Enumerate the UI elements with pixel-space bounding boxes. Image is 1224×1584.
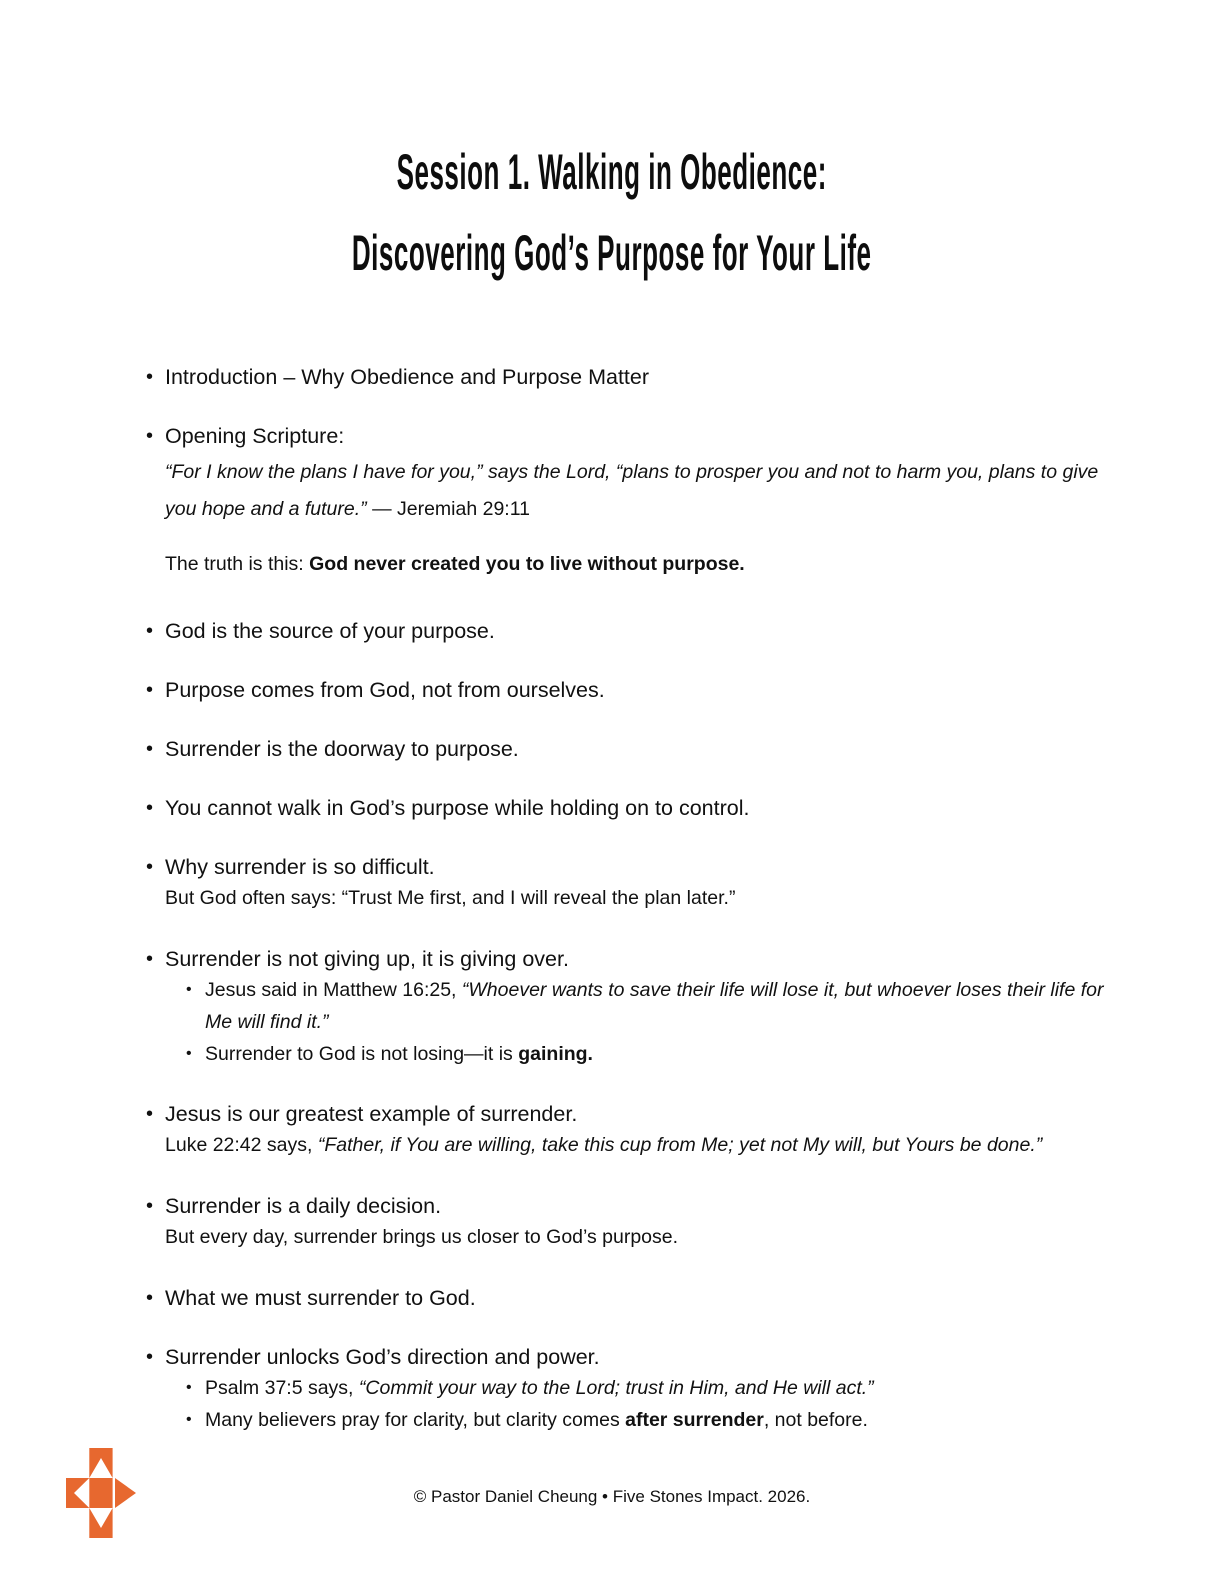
outline-item-text: You cannot walk in God’s purpose while holding on to control.: [165, 796, 750, 820]
bullet-dot: •: [146, 797, 154, 819]
bullet-dot: •: [146, 1346, 154, 1368]
title-line-1-wrap: [0, 138, 1224, 219]
outline-item-note: But God often says: “Trust Me first, and I will reveal the plan later.”: [165, 887, 736, 909]
outline-subitem-matthew: [186, 974, 1108, 1038]
outline-item-body: [165, 852, 1108, 915]
bullet-dot: •: [186, 1411, 192, 1428]
outline-item-daily-decision: [146, 1191, 1108, 1254]
outline-item-why-surrender-difficult: [146, 852, 1108, 915]
title-line-1: Session 1. Walking in Obedience:: [396, 144, 828, 200]
note-lead: Luke 22:42 says,: [165, 1134, 318, 1156]
outline-item-body: [165, 362, 1108, 392]
scripture-quote: [165, 454, 1108, 528]
outline-subitem-clarity: [186, 1404, 1108, 1436]
bullet-dot: •: [146, 1195, 154, 1217]
outline-item-introduction: [146, 362, 1108, 392]
outline-subitem-text: [205, 1038, 1108, 1070]
outline-item-what-we-surrender: [146, 1283, 1108, 1313]
outline-item-text: Why surrender is so difficult.: [165, 855, 435, 879]
outline-item-text: Surrender is not giving up, it is giving over.: [165, 947, 569, 971]
subitem-quote: “Commit your way to the Lord; trust in Him, and He will act.”: [358, 1377, 874, 1399]
outline-item-opening-scripture: [146, 421, 1108, 587]
outline-item-unlocks-direction: [146, 1342, 1108, 1436]
outline-item-text: Purpose comes from God, not from ourselves.: [165, 678, 605, 702]
subitem-lead: Jesus said in Matthew 16:25,: [205, 979, 462, 1001]
outline-item-body: [165, 675, 1108, 705]
outline-subitem-psalm: [186, 1372, 1108, 1404]
outline: [146, 362, 1108, 1436]
scripture-quote-text: “For I know the plans I have for you,” says the Lord, “plans to prosper you and not to harm you, plans to give you hope and a future.”: [165, 461, 1099, 520]
title-line-2: Discovering God’s Purpose for Your Life: [352, 225, 872, 281]
bullet-dot: •: [146, 425, 154, 447]
outline-item-cannot-walk-control: [146, 793, 1108, 823]
outline-item-purpose-from-god: [146, 675, 1108, 705]
outline-subitem-text: [205, 1404, 1108, 1436]
outline-item-body: [165, 421, 1108, 587]
subitem-emphasis: gaining.: [518, 1043, 593, 1065]
subitem-lead: Surrender to God is not losing—it is: [205, 1043, 519, 1065]
outline-item-body: [165, 1283, 1108, 1313]
outline-item-body: [165, 616, 1108, 646]
page-title: [0, 138, 1224, 300]
subitem-tail: , not before.: [763, 1409, 868, 1431]
subitem-quote: “Whoever wants to save their life will lose it, but whoever loses their life for Me will find it.”: [205, 979, 1104, 1033]
outline-item-body: [165, 1099, 1108, 1162]
outline-item-text: Surrender is a daily decision.: [165, 1194, 442, 1218]
logo-top-tile: [89, 1448, 112, 1478]
footer-copyright: © Pastor Daniel Cheung • Five Stones Impact. 2026.: [413, 1487, 811, 1506]
bullet-dot: •: [186, 1379, 192, 1396]
bullet-dot: •: [146, 738, 154, 760]
outline-item-text: Jesus is our greatest example of surrender.: [165, 1102, 578, 1126]
bullet-dot: •: [146, 856, 154, 878]
truth-statement: [165, 548, 1108, 581]
outline-subitem-text: [205, 1372, 1108, 1404]
outline-item-god-source: [146, 616, 1108, 646]
truth-emphasis: God never created you to live without purpose.: [309, 553, 745, 575]
truth-lead: The truth is this:: [165, 553, 310, 575]
title-line-2-wrap: [0, 219, 1224, 300]
outline-item-text: Surrender is the doorway to purpose.: [165, 737, 519, 761]
subitem-emphasis: after surrender: [625, 1409, 764, 1431]
bullet-dot: •: [146, 1103, 154, 1125]
bullet-dot: •: [146, 679, 154, 701]
outline-item-body: [165, 734, 1108, 764]
bullet-dot: •: [186, 981, 192, 998]
outline-item-body: [165, 1342, 1108, 1436]
outline-item-surrender-doorway: [146, 734, 1108, 764]
note-quote: “Father, if You are willing, take this cup from Me; yet not My will, but Yours be done.”: [317, 1134, 1043, 1156]
outline-item-note: [165, 1129, 1108, 1162]
outline-item-text: Opening Scripture:: [165, 424, 345, 448]
bullet-dot: •: [186, 1045, 192, 1062]
outline-item-text: God is the source of your purpose.: [165, 619, 495, 643]
outline-subitem-gaining: [186, 1038, 1108, 1070]
outline-item-text: What we must surrender to God.: [165, 1286, 476, 1310]
logo-bottom-tile: [89, 1508, 112, 1538]
outline-item-body: [165, 793, 1108, 823]
outline-subitem-text: [205, 974, 1108, 1038]
outline-item-text: Surrender unlocks God’s direction and power.: [165, 1345, 600, 1369]
outline-item-jesus-example: [146, 1099, 1108, 1162]
outline-item-body: [165, 944, 1108, 1070]
bullet-dot: •: [146, 620, 154, 642]
bullet-dot: •: [146, 366, 154, 388]
subitem-lead: Psalm 37:5 says,: [205, 1377, 359, 1399]
bullet-dot: •: [146, 948, 154, 970]
subitem-lead: Many believers pray for clarity, but clarity comes: [205, 1409, 626, 1431]
scripture-reference: — Jeremiah 29:11: [366, 498, 530, 520]
outline-item-giving-over: [146, 944, 1108, 1070]
outline-item-body: [165, 1191, 1108, 1254]
outline-item-text: Introduction – Why Obedience and Purpose Matter: [165, 365, 650, 389]
outline-item-note: But every day, surrender brings us closer to God’s purpose.: [165, 1226, 679, 1248]
bullet-dot: •: [146, 1287, 154, 1309]
